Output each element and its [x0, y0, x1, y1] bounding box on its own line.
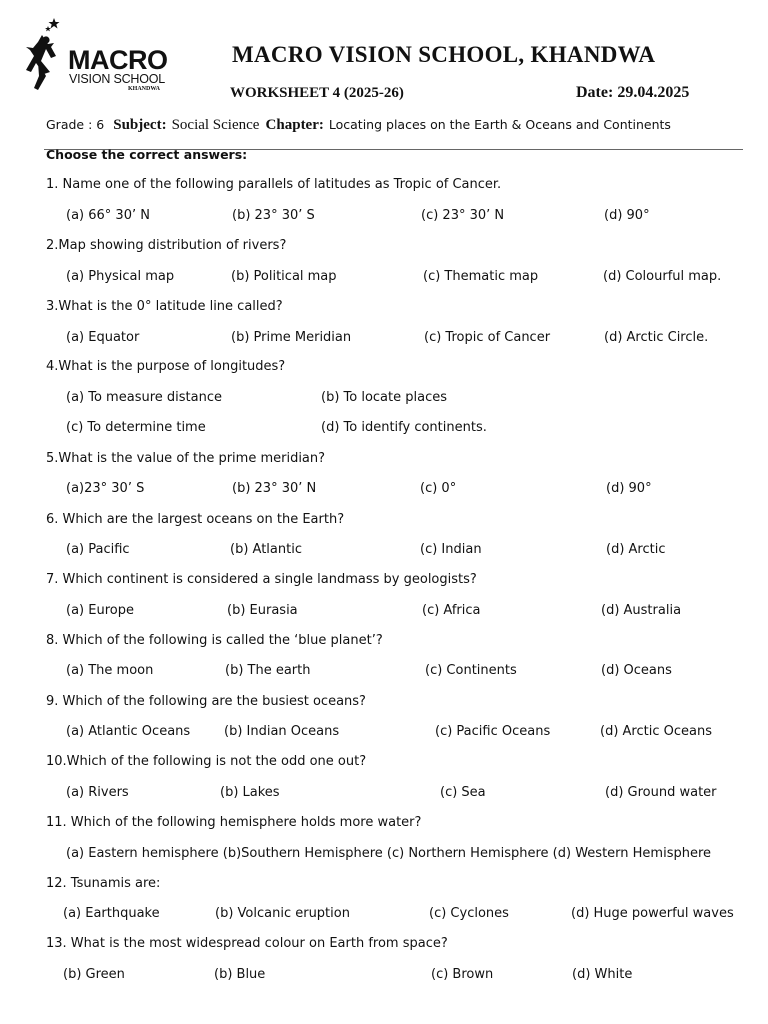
question-12: 12. Tsunamis are: [46, 876, 161, 891]
option: (c) Pacific Oceans [435, 724, 551, 739]
option: (d) White [572, 967, 633, 982]
option: (b) To locate places [321, 390, 448, 405]
question-8: 8. Which of the following is called the ‘blue planet’? [46, 633, 383, 648]
option: (b) Green [63, 967, 125, 982]
option: (b) Lakes [220, 785, 280, 800]
option: (d) Ground water [605, 785, 717, 800]
option: (d) Australia [601, 603, 682, 618]
school-logo [24, 16, 174, 96]
subject-label: Subject: [113, 117, 167, 133]
option: (a)23° 30’ S [66, 481, 145, 496]
question-2: 2.Map showing distribution of rivers? [46, 238, 287, 253]
question-3: 3.What is the 0° latitude line called? [46, 299, 283, 314]
option: (a) The moon [66, 663, 154, 678]
option: (d) 90° [606, 481, 652, 496]
question-1: 1. Name one of the following parallels of latitudes as Tropic of Cancer. [46, 177, 502, 192]
option: (b) 23° 30’ N [232, 481, 317, 496]
option: (b) 23° 30’ S [232, 208, 315, 223]
logo-place-text: KHANDWA [128, 86, 161, 92]
subject-value: Social Science [171, 117, 260, 133]
option: (b) Political map [231, 269, 337, 284]
option: (d) Huge powerful waves [571, 906, 734, 921]
option: (d) Arctic Circle. [604, 330, 709, 345]
option: (c) Indian [420, 542, 482, 557]
option: (b) Indian Oceans [224, 724, 340, 739]
option: (c) Continents [425, 663, 517, 678]
option: (a) Equator [66, 330, 140, 345]
option: (d) Arctic [606, 542, 666, 557]
option: (d) Colourful map. [603, 269, 722, 284]
option: (b) Blue [214, 967, 266, 982]
option: (c) Africa [422, 603, 481, 618]
option: (d) 90° [604, 208, 650, 223]
question-6: 6. Which are the largest oceans on the Earth? [46, 512, 345, 527]
option: (d) Oceans [601, 663, 672, 678]
question-13: 13. What is the most widespread colour on Earth from space? [46, 936, 448, 951]
option: (c) Brown [431, 967, 494, 982]
worksheet-meta [46, 114, 671, 134]
question-11: 11. Which of the following hemisphere holds more water? [46, 815, 422, 830]
option: (a) Eastern hemisphere (b)Southern Hemisphere (c) Northern Hemisphere (d) Western Hemisphere [66, 846, 712, 861]
question-5: 5.What is the value of the prime meridian? [46, 451, 326, 466]
option: (b) Volcanic eruption [215, 906, 350, 921]
option: (a) 66° 30’ N [66, 208, 150, 223]
option: (c) 0° [420, 481, 457, 496]
option: (a) Atlantic Oceans [66, 724, 191, 739]
worksheet-date: Date: 29.04.2025 [576, 84, 690, 101]
chapter-value: Locating places on the Earth & Oceans and Continents [328, 117, 671, 132]
chapter-label: Chapter: [265, 117, 324, 133]
option: (a) Pacific [66, 542, 130, 557]
option: (c) To determine time [66, 420, 206, 435]
option: (c) 23° 30’ N [421, 208, 505, 223]
option: (a) Rivers [66, 785, 129, 800]
option: (b) Eurasia [227, 603, 298, 618]
option: (b) Prime Meridian [231, 330, 352, 345]
option: (c) Thematic map [423, 269, 539, 284]
logo-macro-text: MACRO [68, 45, 168, 75]
worksheet-title: WORKSHEET 4 (2025-26) [230, 85, 404, 101]
option: (b) The earth [225, 663, 311, 678]
option: (a) Physical map [66, 269, 175, 284]
option: (a) Europe [66, 603, 134, 618]
option: (d) Arctic Oceans [600, 724, 712, 739]
instructions: Choose the correct answers: [46, 147, 248, 162]
school-name: MACRO VISION SCHOOL, KHANDWA [232, 42, 656, 67]
option: (c) Cyclones [429, 906, 509, 921]
logo-figure-icon [24, 16, 70, 96]
option: (c) Tropic of Cancer [424, 330, 551, 345]
grade-label: Grade : 6 [46, 117, 105, 132]
option: (a) Earthquake [63, 906, 160, 921]
option: (a) To measure distance [66, 390, 222, 405]
question-7: 7. Which continent is considered a single landmass by geologists? [46, 572, 477, 587]
logo-vision-text: VISION SCHOOL [69, 72, 166, 86]
option: (c) Sea [440, 785, 486, 800]
option: (b) Atlantic [230, 542, 302, 557]
option: (d) To identify continents. [321, 420, 487, 435]
question-4: 4.What is the purpose of longitudes? [46, 359, 286, 374]
question-9: 9. Which of the following are the busiest oceans? [46, 694, 366, 709]
question-10: 10.Which of the following is not the odd one out? [46, 754, 367, 769]
